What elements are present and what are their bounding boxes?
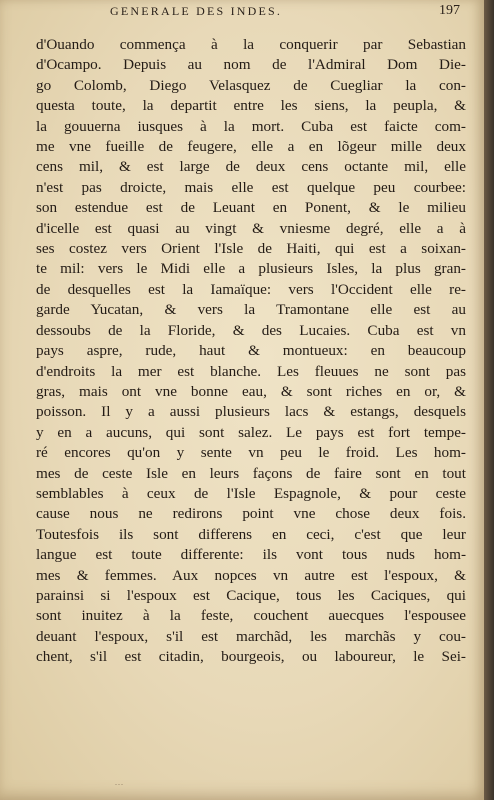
- text-line: d'Ocampo. Depuis au nom de l'Admiral Dom Die-: [36, 56, 466, 74]
- text-line: pays aspre, rude, haut & montueux: en beaucoup: [36, 342, 466, 360]
- body-text: [36, 35, 466, 668]
- text-line: deuant l'espoux, s'il est marchãd, les marchãs y cou-: [36, 627, 466, 645]
- text-line: go Colomb, Diego Velasquez de Cuegliar la con-: [36, 76, 466, 94]
- text-line: d'Ouando commença à la conquerir par Sebastian: [36, 36, 466, 53]
- text-line: mes de ceste Isle en leurs façons de faire sont en tout: [36, 464, 466, 482]
- text-line: garde Yucatan, & vers la Tramontane elle est au: [36, 301, 466, 319]
- text-line: n'est pas droicte, mais elle est quelque peu courbee:: [36, 178, 466, 196]
- text-line: d'endroits la mer est blanche. Les fleuues ne sont pas: [36, 362, 466, 380]
- text-line: semblables à ceux de l'Isle Espagnole, & pour ceste: [36, 484, 466, 502]
- text-line: sont inuitez à la feste, couchent auecques l'espousee: [36, 607, 466, 625]
- page-edge: [484, 0, 494, 800]
- text-line: poisson. Il y a aussi plusieurs lacs & estangs, desquels: [36, 403, 466, 421]
- text-line: son estendue est de Leuant en Ponent, & le milieu: [36, 199, 466, 217]
- text-line: ses costez vers Orient l'Isle de Haiti, qui est a soixan-: [36, 240, 466, 258]
- text-line: me vne fueille de feugere, elle a en lõgeur mille deux: [36, 138, 466, 156]
- text-line: la gouuerna iusques à la mort. Cuba est faicte com-: [36, 117, 466, 135]
- running-head: GENERALE DES INDES.: [110, 4, 283, 18]
- text-line: dessoubs de la Floride, & des Lucaies. Cuba est vn: [36, 321, 466, 339]
- text-line: Toutesfois ils sont differens en ceci, c'est que leur: [36, 525, 466, 543]
- text-line: parainsi si l'espoux est Cacique, tous les Caciques, qui: [36, 586, 466, 604]
- text-line: ré encores qu'on y sente vn peu le froid. Les hom-: [36, 444, 466, 462]
- text-line: chent, s'il est citadin, bourgeois, ou laboureur, le Sei-: [36, 648, 466, 666]
- text-line: cause nous ne redirons point vne chose deux fois.: [36, 505, 466, 523]
- text-line: gras, mais ont vne bonne eau, & sont riches en or, &: [36, 382, 466, 400]
- text-line: cens mil, & est large de deux cens octante mil, elle: [36, 158, 466, 176]
- text-line: mes & femmes. Aux nopces vn autre est l'espoux, &: [36, 566, 466, 584]
- text-line: d'icelle est quasi au vingt & vniesme degré, elle a à: [36, 219, 466, 237]
- catchword: ...: [115, 778, 124, 787]
- page-header: [70, 4, 460, 24]
- text-line: y en a aucuns, qui sont salez. Le pays est fort tempe-: [36, 423, 466, 441]
- text-line: te mil: vers le Midi elle a plusieurs Isles, la plus gran-: [36, 260, 466, 278]
- page-number: 197: [439, 3, 460, 18]
- text-line: questa toute, la departit entre les siens, la peupla, &: [36, 97, 466, 115]
- text-line: de desquelles est la Iamaïque: vers l'Occident elle re-: [36, 280, 466, 298]
- text-line: langue est toute differente: ils vont tous nuds hom-: [36, 546, 466, 564]
